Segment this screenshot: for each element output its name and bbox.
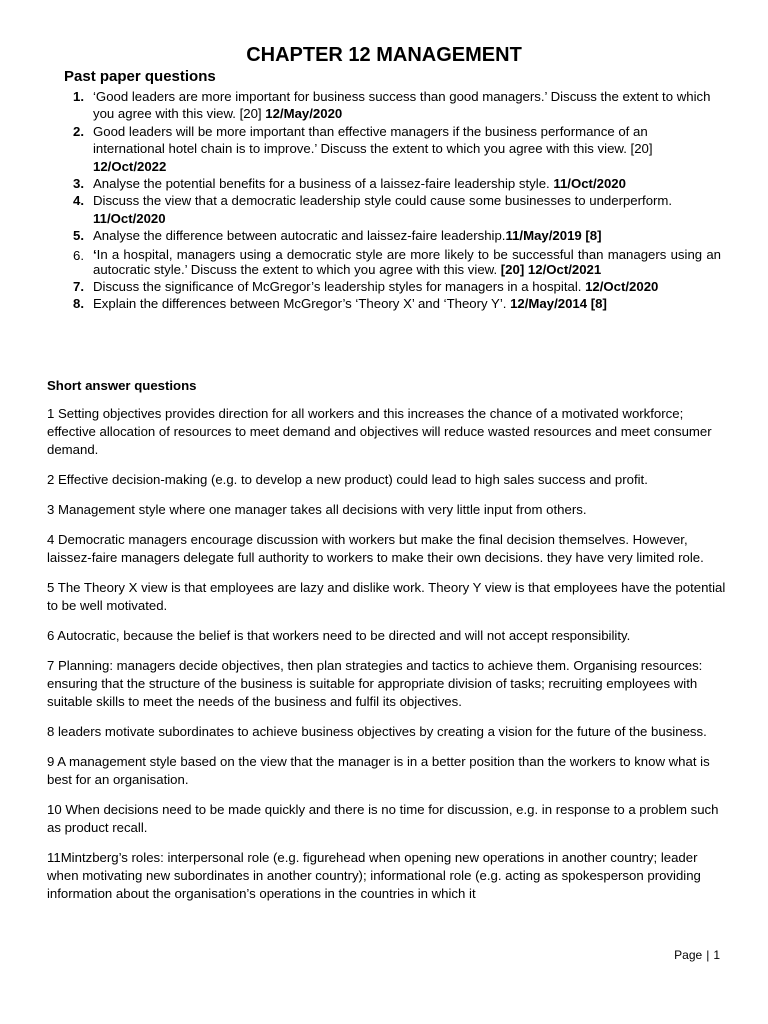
answer-paragraph: 11Mintzberg’s roles: interpersonal role (e.g. figurehead when opening new operations in another country; leader when motivating new subordinates in another country); informational role (e.g. acting as spokesperson providing information about the organisation’s operations in the countries in which it: [47, 850, 701, 901]
short-answers-list: [47, 405, 727, 915]
past-papers-heading: Past paper questions: [64, 68, 216, 85]
question-text: In a hospital, managers using a democratic style are more likely to be successful than managers using an autocratic style.’ Discuss the extent to which you agree with this view.: [93, 246, 721, 277]
question-text: Good leaders will be more important than effective managers if the business performance of an international hotel chain is to improve.’ Discuss the extent to which you agree with this view. [20]: [93, 123, 653, 157]
answer-paragraph: 5 The Theory X view is that employees are lazy and dislike work. Theory Y view is that employees have the potential to be well motivated.: [47, 580, 726, 613]
item-number: 6.: [73, 247, 84, 263]
item-number: 1.: [73, 89, 84, 104]
exam-reference: 11/May/2019 [8]: [505, 228, 602, 244]
answer-paragraph: 7 Planning: managers decide objectives, then plan strategies and tactics to achieve them. Organising resources: ensuring that the structure of the business is suitable for appropriate division of tasks; recruiting employees with suitable skills to meet the needs of the business and fulfil its objectives.: [47, 658, 703, 709]
answer-paragraph: 6 Autocratic, because the belief is that workers need to be directed and will not accept responsibility.: [47, 628, 631, 643]
exam-reference: 12/May/2020: [265, 106, 343, 122]
item-number: 5.: [73, 228, 84, 244]
answer-paragraph: 1 Setting objectives provides direction for all workers and this increases the chance of a motivated workforce; effective allocation of resources to meet demand and objectives will reduce wasted resources and meet consumer demand.: [47, 406, 712, 457]
page-number: 1: [713, 948, 720, 962]
list-item: [0, 295, 768, 312]
question-text: Analyse the difference between autocratic and laissez-faire leadership.: [93, 228, 506, 244]
question-text: ‘Good leaders are more important for business success than good managers.’ Discuss the extent to which you agree with this view. [20]: [93, 89, 711, 122]
past-papers-list: [0, 88, 768, 312]
page-separator: |: [706, 948, 710, 962]
list-item: [0, 123, 768, 175]
list-item: [0, 192, 768, 227]
page-footer: [674, 947, 720, 963]
answer-paragraph: 2 Effective decision-making (e.g. to develop a new product) could lead to high sales success and profit.: [47, 472, 648, 487]
item-number: 7.: [73, 278, 84, 294]
exam-reference: 11/Oct/2020: [93, 210, 166, 226]
list-item: [0, 247, 768, 277]
question-text: Discuss the significance of McGregor’s leadership styles for managers in a hospital.: [93, 278, 586, 294]
short-answers-heading: Short answer questions: [47, 378, 197, 393]
answer-paragraph: 10 When decisions need to be made quickly and there is no time for discussion, e.g. in response to a problem such as product recall.: [47, 802, 719, 835]
question-text: Analyse the potential benefits for a business of a laissez-faire leadership style.: [93, 176, 554, 192]
answer-paragraph: 8 leaders motivate subordinates to achieve business objectives by creating a vision for the future of the business.: [47, 724, 707, 739]
item-number: 3.: [73, 176, 84, 192]
list-item: [0, 278, 768, 295]
question-text: Explain the differences between McGregor’s ‘Theory X’ and ‘Theory Y’.: [93, 296, 511, 312]
answer-paragraph: 9 A management style based on the view that the manager is in a better position than the workers to know what is best for an organisation.: [47, 754, 710, 787]
list-item: [0, 88, 768, 123]
item-number: 8.: [73, 296, 84, 312]
exam-reference: 12/Oct/2022: [93, 158, 167, 174]
item-number: 2.: [73, 123, 84, 139]
answer-paragraph: 3 Management style where one manager takes all decisions with very little input from others.: [47, 502, 587, 517]
opening-quote: ‘: [93, 246, 97, 262]
item-number: 4.: [73, 193, 84, 209]
list-item: [0, 175, 768, 192]
page-label: Page: [674, 948, 703, 962]
answer-paragraph: 4 Democratic managers encourage discussion with workers but make the final decision themselves. However, laissez-faire managers delegate full authority to workers to make their own decisions. they have very limited role.: [47, 532, 704, 565]
exam-reference: [20] 12/Oct/2021: [500, 261, 602, 277]
question-text: Discuss the view that a democratic leadership style could cause some businesses to underperform.: [93, 193, 673, 209]
exam-reference: 11/Oct/2020: [553, 176, 626, 192]
page-title: CHAPTER 12 MANAGEMENT: [246, 44, 522, 66]
exam-reference: 12/May/2014 [8]: [510, 296, 607, 312]
exam-reference: 12/Oct/2020: [585, 278, 659, 294]
list-item: [0, 227, 768, 244]
